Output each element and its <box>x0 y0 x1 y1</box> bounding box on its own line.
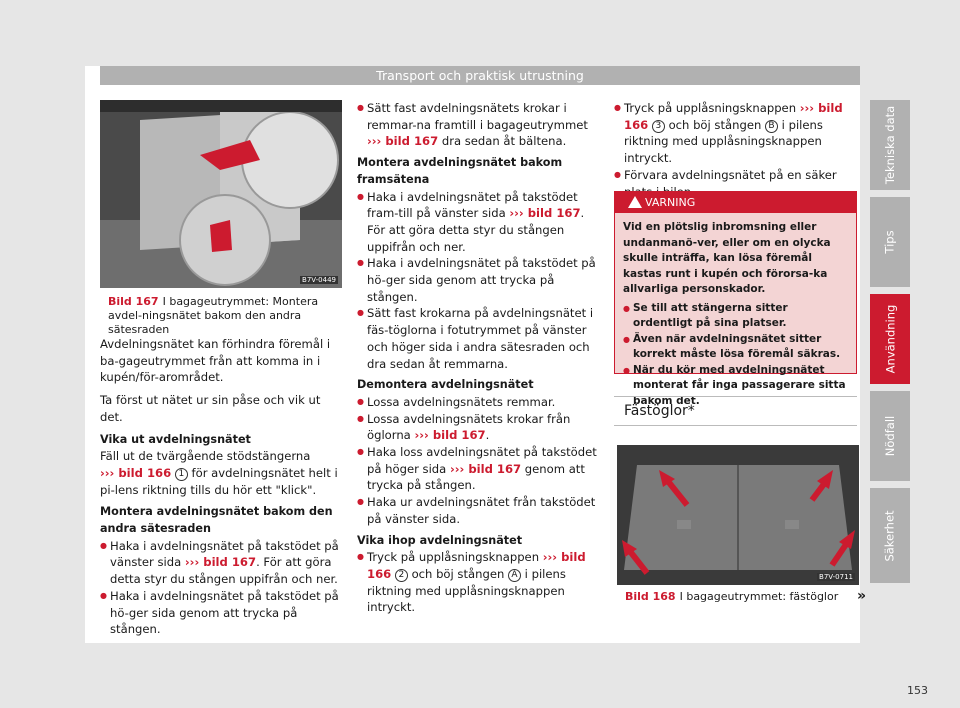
paragraph: Avdelningsnätet kan förhindra föremål i ba-gageutrymmet från att komma in i kupén/för-arområdet. <box>100 337 331 385</box>
tab-label: Säkerhet <box>883 509 898 562</box>
text: . För att göra detta styr du stången uppifrån och ner. <box>367 206 585 254</box>
text: och böj stången <box>407 566 508 581</box>
column-3 <box>614 100 859 200</box>
ref-link[interactable]: ››› bild 167 <box>509 206 581 221</box>
warning-header <box>615 192 856 213</box>
figure-code: B7V-0449 <box>302 276 336 284</box>
figure-code: B7V-0711 <box>819 573 853 581</box>
bullet-item: ● Haka i avdelningsnätet på takstödet på hö-ger sida genom att trycka på stången. <box>100 588 345 638</box>
text: Fäll ut de tvärgående stödstängerna <box>100 449 311 464</box>
warning-title: VARNING <box>645 196 696 209</box>
bullet-item: ● Förvara avdelningsnätet på en säker <box>614 167 859 200</box>
tab-label: Nödfall <box>883 415 897 457</box>
ref-link[interactable]: ››› bild 167 <box>184 555 257 570</box>
figure-167-image <box>100 100 342 288</box>
ref-link[interactable]: ››› bild 166 <box>100 465 172 480</box>
text: för avdelningsnätet helt i pi-lens riktning tills du hör ett "klick". <box>100 465 338 497</box>
tab-label: Användning <box>883 304 898 374</box>
tab-label: Tekniska data <box>883 105 897 185</box>
tab-tips[interactable] <box>870 197 910 287</box>
warning-body <box>615 213 856 407</box>
text: i pilens riktning med upplåsningsknappen intryckt. <box>624 117 823 166</box>
text: och böj stången <box>664 117 765 132</box>
callout-number: 2 <box>395 569 408 582</box>
bullet-item <box>614 100 859 167</box>
text: . <box>485 428 490 443</box>
figure-label: Bild 167 <box>108 295 159 308</box>
subheading: Demontera avdelningsnätet <box>357 378 534 392</box>
bullet-item: ● Haka i avdelningsnätet på takstödet på hö-ger sida genom att trycka på stången. <box>357 255 602 305</box>
callout-letter: B <box>765 120 778 133</box>
subheading: Vika ut avdelningsnätet <box>100 432 251 446</box>
tab-tekniska-data[interactable] <box>870 100 910 190</box>
tab-nodfall[interactable] <box>870 391 910 481</box>
ref-link[interactable]: ››› bild 167 <box>449 461 522 476</box>
page-number: 153 <box>907 684 928 697</box>
subheading: Montera avdelningsnätet bakom den andra sätesraden <box>100 505 333 536</box>
warning-text: Vid en plötslig inbromsning eller undanmanö-ver, eller om en olycka skulle inträffa, kan lösa föremål kastas runt i kupén och förorsa-ka allvarliga personskador. <box>623 221 831 295</box>
figure-167-caption <box>108 295 338 337</box>
text: Tryck på upplåsningsknappen <box>624 101 800 115</box>
tab-label: Tips <box>882 230 897 254</box>
warning-bullet: ● När du kör med avdelningsnätet monterat får inga passagerare sitta bakom det. <box>623 363 848 410</box>
bullet-item <box>357 100 602 150</box>
subheading: Vika ihop avdelningsnätet <box>357 533 523 547</box>
callout-letter: A <box>508 569 521 582</box>
callout-number: 1 <box>175 468 188 481</box>
caption-text: I bagageutrymmet: fästöglor <box>679 590 839 603</box>
caption-text: I bagageutrymmet: Montera avdel-ningsnätet bakom den andra sätesraden <box>108 295 319 336</box>
bullet-item: ● Lossa avdelningsnätets remmar. <box>357 394 602 411</box>
warning-bullet: ● Se till att stängerna sitter ordentligt på sina platser. <box>623 301 848 332</box>
figure-label: Bild 168 <box>625 590 676 603</box>
column-2 <box>357 100 602 616</box>
bullet-item <box>357 549 602 616</box>
text: i pilens riktning med upplåsningsknappen intryckt. <box>367 566 566 615</box>
paragraph <box>100 448 345 498</box>
ref-link[interactable]: ››› bild 166 <box>367 550 586 581</box>
bullet-item: ● Sätt fast krokarna på avdelningsnätet i fäs-töglorna i fotutrymmet på vänster och höger sida i andra sätesraden och dra sedan åt remmarna. <box>357 305 602 372</box>
warning-box <box>614 191 857 407</box>
warning-bullet: ● Även när avdelningsnätet sitter korrekt måste lösa föremål säkras. <box>623 332 848 363</box>
figure-168-image <box>617 445 859 585</box>
paragraph: Ta först ut nätet ur sin påse och vik ut det. <box>100 393 321 424</box>
text: genom att trycka på stången. <box>367 461 585 493</box>
ref-link[interactable]: ››› bild 167 <box>367 134 439 149</box>
text: Haka i avdelningsnätet på takstödet på vänster sida <box>110 538 339 570</box>
text: . För att göra detta styr du stången uppifrån och ner. <box>110 555 338 587</box>
bullet-item: ● Haka ur avdelningsnätet från takstödet på vänster sida. <box>357 494 602 527</box>
text: Haka loss avdelningsnätet på takstödet på höger sida <box>367 445 597 476</box>
tab-sakerhet[interactable] <box>870 488 910 583</box>
section-heading: Fästöglor* <box>614 396 857 426</box>
callout-number: 3 <box>652 120 665 133</box>
bullet-item <box>357 411 602 444</box>
text: Tryck på upplåsningsknappen <box>367 550 543 565</box>
column-1 <box>100 336 345 638</box>
text: Haka i avdelningsnätet på takstödet fram-till på vänster sida <box>367 189 578 221</box>
bullet-item <box>100 538 345 588</box>
text: Sätt fast avdelningsnätets krokar i remmar-na framtill i bagageutrymmet <box>367 101 588 132</box>
continue-marker: » <box>857 588 867 604</box>
subheading: Montera avdelningsnätet bakom framsätena <box>357 156 563 186</box>
text: Lossa avdelningsnätets krokar från öglorna <box>367 411 571 443</box>
bullet-item <box>357 189 602 256</box>
warning-icon <box>628 196 642 208</box>
ref-link[interactable]: ››› bild 167 <box>414 428 486 443</box>
page-header: Transport och praktisk utrustning <box>100 66 860 85</box>
tab-anvandning[interactable] <box>870 294 910 384</box>
text: dra sedan åt bältena. <box>438 134 567 149</box>
bullet-item <box>357 444 602 494</box>
ref-link[interactable]: ››› bild 166 <box>624 101 843 132</box>
figure-168-caption <box>625 590 855 604</box>
